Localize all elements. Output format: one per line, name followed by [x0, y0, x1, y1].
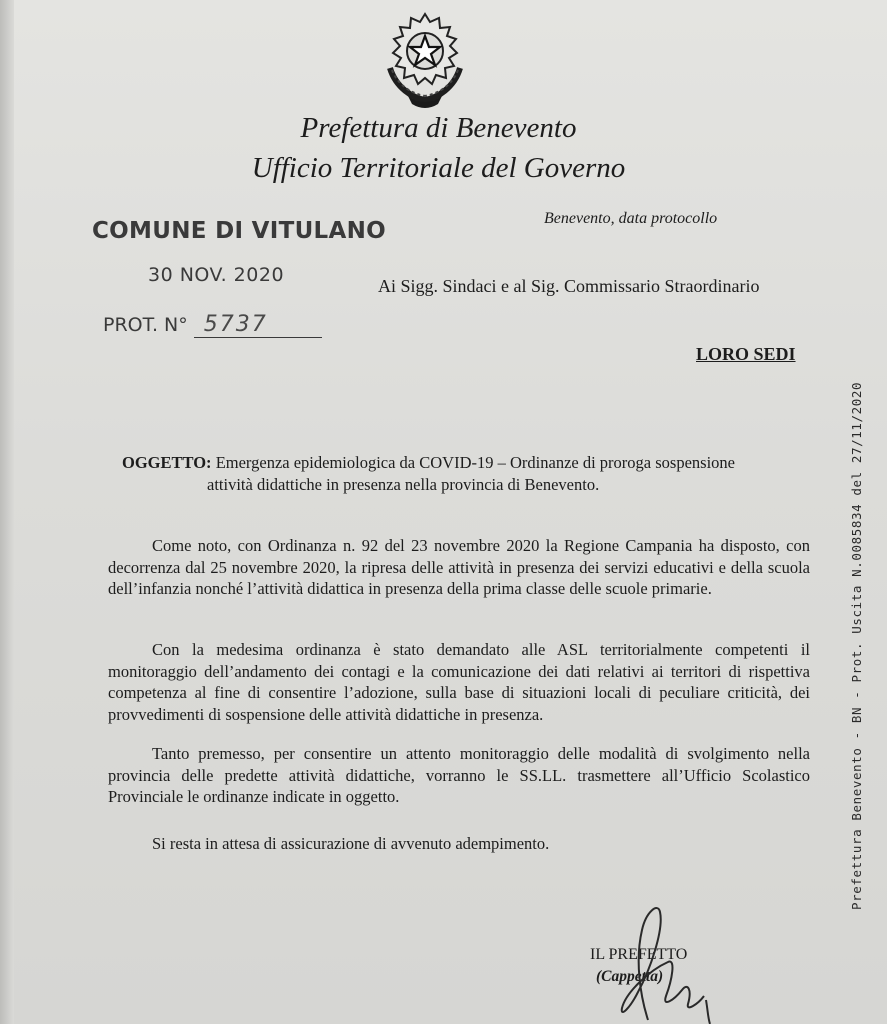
italian-republic-emblem-icon: [378, 8, 472, 108]
place-date: Benevento, data protocollo: [544, 210, 718, 227]
protocol-label: PROT. N°: [103, 314, 188, 336]
side-protocol-stamp: Prefettura Benevento - BN - Prot. Uscita N.0085834 del 27/11/2020: [849, 381, 864, 910]
recipients: Ai Sigg. Sindaci e al Sig. Commissario Straordinario: [378, 276, 760, 296]
paragraph-2: Con la medesima ordinanza è stato demandato alle ASL territorialmente competenti il monitoraggio dell’andamento dei contagi e la comunicazione dei dati relativi ai territori di rispettiva competenza al fine di consentire l’adozione, sulla base di situazioni locali di peculiare criticità, dei provvedimenti di sospensione delle attività didattiche in presenza.: [108, 640, 810, 724]
subject-line1: Emergenza epidemiologica da COVID-19 – Ordinanze di proroga sospensione: [215, 453, 735, 472]
stamp-protocol: [103, 312, 322, 338]
handwritten-signature-icon: [580, 900, 730, 1024]
office-subtitle: Ufficio Territoriale del Governo: [251, 152, 626, 184]
protocol-number: 5737: [194, 312, 322, 338]
signature-name: (Cappetta): [596, 968, 664, 985]
paragraph-1: Come noto, con Ordinanza n. 92 del 23 novembre 2020 la Regione Campania ha disposto, con decorrenza dal 25 novembre 2020, la ripresa delle attività in presenza dei servizi educativi e della scuola dell’infanzia nonché l’attività didattica in presenza della prima classe delle scuole primarie.: [108, 536, 810, 598]
subject: [122, 452, 822, 496]
stamp-date: 30 NOV. 2020: [148, 264, 285, 286]
loro-sedi: LORO SEDI: [696, 344, 796, 364]
office-title: Prefettura di Benevento: [300, 112, 577, 144]
paragraph-4: Si resta in attesa di assicurazione di avvenuto adempimento.: [152, 834, 550, 853]
stamp-municipality: COMUNE DI VITULANO: [92, 218, 387, 244]
subject-line2: attività didattiche in presenza nella provincia di Benevento.: [207, 475, 600, 494]
signature-title: IL PREFETTO: [590, 946, 688, 963]
subject-label: OGGETTO:: [122, 453, 212, 472]
paragraph-3: Tanto premesso, per consentire un attento monitoraggio delle modalità di svolgimento nella provincia delle predette attività didattiche, vorranno le SS.LL. trasmettere all’Ufficio Scolastico Provinciale le ordinanze indicate in oggetto.: [108, 744, 810, 806]
